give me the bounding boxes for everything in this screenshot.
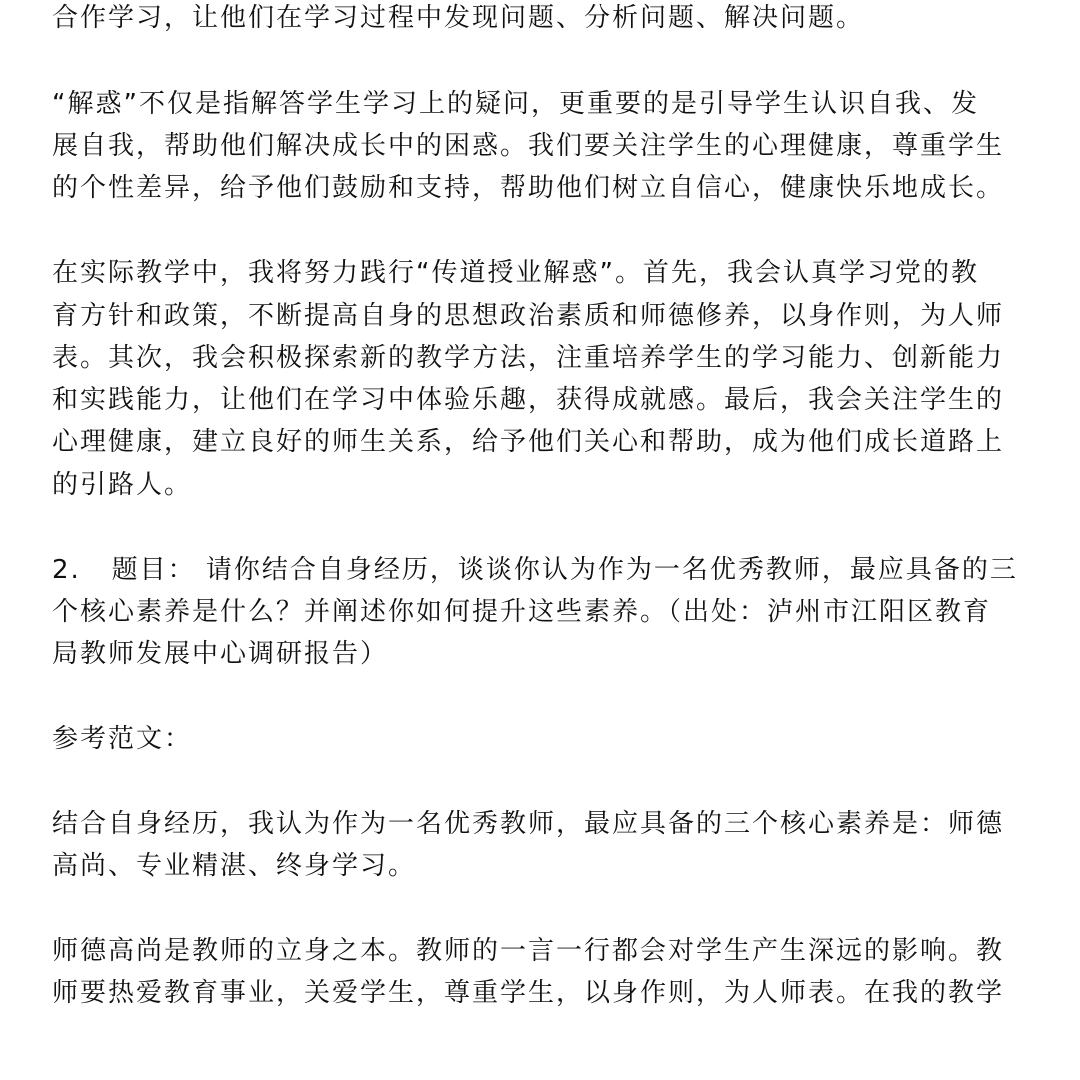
text-line: 的个性差异，给予他们鼓励和支持，帮助他们树立自信心，健康快乐地成长。 — [52, 173, 1005, 203]
text-line: “解惑”不仅是指解答学生学习上的疑问，更重要的是引导学生认识自我、发 — [52, 89, 979, 119]
text-line: 的引路人。 — [52, 470, 193, 500]
text-line: 高尚、专业精湛、终身学习。 — [52, 851, 417, 881]
text-line: 结合自身经历，我认为作为一名优秀教师，最应具备的三个核心素养是：师德 — [52, 809, 1005, 839]
text-line: 个核心素养是什么？并阐述你如何提升这些素养。（出处：泸州市江阳区教育 — [52, 597, 992, 627]
text-line: 师德高尚是教师的立身之本。教师的一言一行都会对学生产生深远的影响。教 — [52, 936, 1005, 966]
text-line: 表。其次，我会积极探索新的教学方法，注重培养学生的学习能力、创新能力 — [52, 343, 1005, 373]
text-line: 和实践能力，让他们在学习中体验乐趣，获得成就感。最后，我会关注学生的 — [52, 385, 1005, 415]
text-line: 师要热爱教育事业，关爱学生，尊重学生，以身作则，为人师表。在我的教学 — [52, 978, 1005, 1008]
text-line: 合作学习，让他们在学习过程中发现问题、分析问题、解决问题。 — [52, 3, 865, 33]
text-line: 育方针和政策，不断提高自身的思想政治素质和师德修养，以身作则，为人师 — [52, 301, 1005, 331]
text-line: 在实际教学中，我将努力践行“传道授业解惑”。首先，我会认真学习党的教 — [52, 258, 979, 288]
text-line: 心理健康，建立良好的师生关系，给予他们关心和帮助，成为他们成长道路上 — [52, 427, 1005, 457]
text-line: 局教师发展中心调研报告） — [52, 639, 389, 669]
reference-label: 参考范文： — [52, 724, 193, 754]
question-heading: 2. 题目： 请你结合自身经历，谈谈你认为作为一名优秀教师，最应具备的三 — [52, 555, 1018, 585]
text-line: 展自我，帮助他们解决成长中的困惑。我们要关注学生的心理健康，尊重学生 — [52, 131, 1005, 161]
